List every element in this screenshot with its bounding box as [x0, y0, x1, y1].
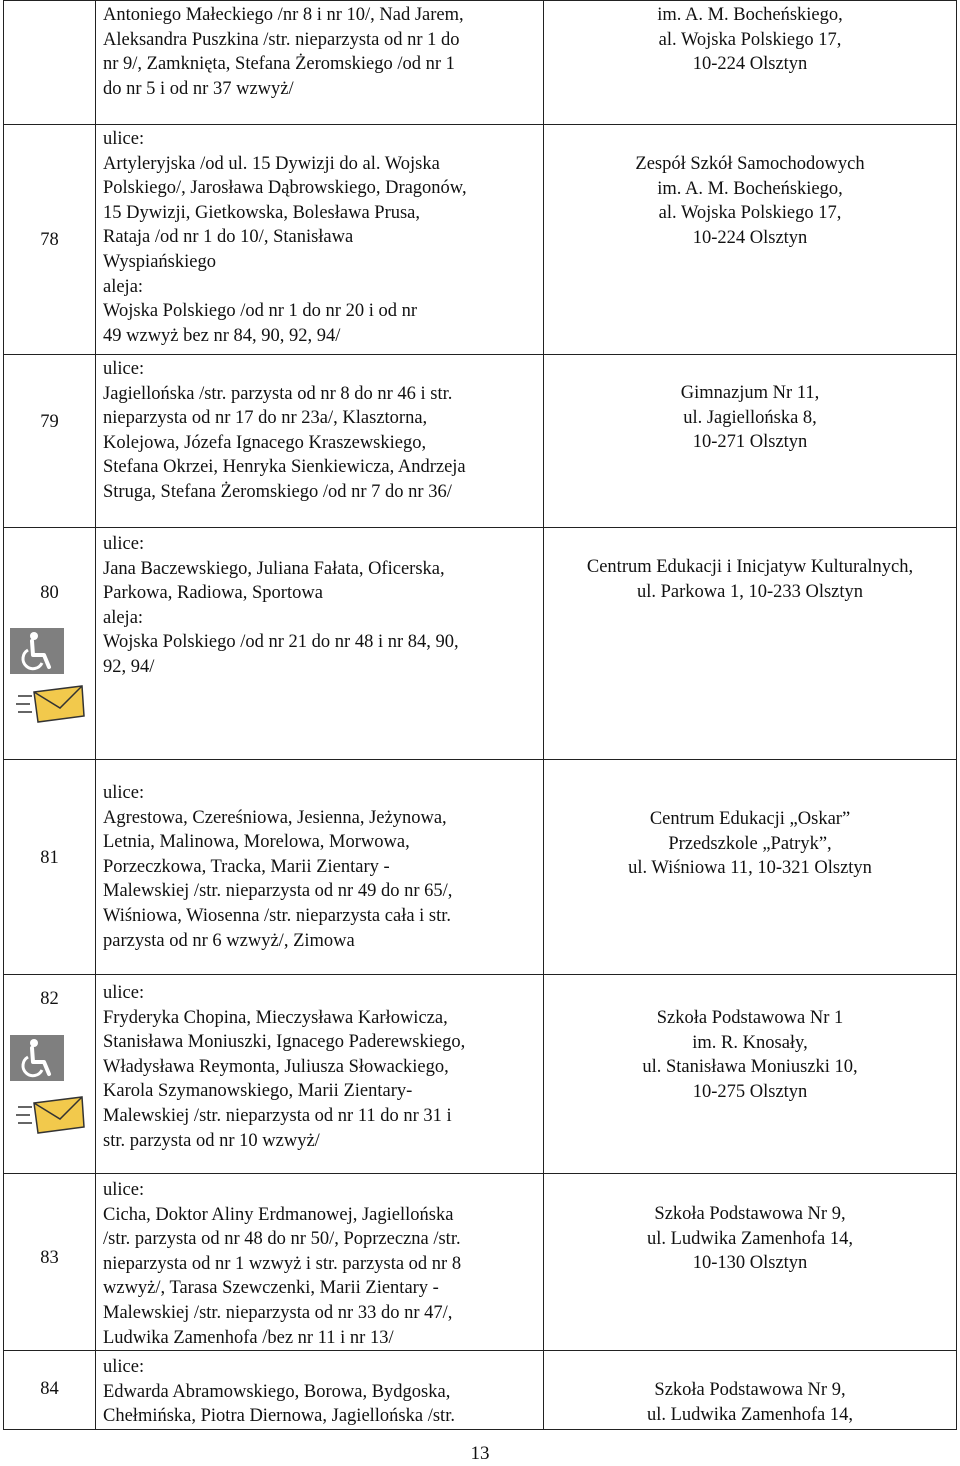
- page-number: 13: [470, 1443, 490, 1464]
- street-line: Rataja /od nr 1 do 10/, Stanisława: [103, 227, 354, 248]
- school-cell: [544, 1, 957, 125]
- row-number-cell: [4, 125, 96, 355]
- school-line: im. A. M. Bocheńskiego,: [657, 5, 843, 25]
- row-number-cell: [4, 1, 96, 125]
- row-number-cell: [4, 355, 96, 528]
- school-line: im. A. M. Bocheńskiego,: [657, 178, 843, 199]
- streets-label: ulice:: [103, 129, 145, 149]
- table-row: [4, 355, 957, 528]
- table-row: [4, 975, 957, 1174]
- street-line: Malewskiej /str. nieparzysta od nr 49 do nr 65/,: [103, 881, 453, 902]
- row-number: 83: [40, 1248, 59, 1268]
- street-line: Aleksandra Puszkina /str. nieparzysta od nr 1 do: [103, 29, 460, 50]
- streets-cell: [96, 975, 544, 1174]
- school-district-table: [3, 0, 957, 1430]
- street-line: /str. parzysta od nr 48 do nr 50/, Poprzeczna /str.: [103, 1229, 461, 1250]
- school-cell: [544, 528, 957, 760]
- school-line: Gimnazjum Nr 11,: [680, 383, 820, 403]
- street-line: Porzeczkowa, Tracka, Marii Zientary -: [103, 856, 390, 877]
- streets-cell: [96, 1351, 544, 1430]
- school-cell: [544, 125, 957, 355]
- street-line: Malewskiej /str. nieparzysta od nr 33 do nr 47/,: [103, 1302, 453, 1323]
- street-line: Agrestowa, Czereśniowa, Jesienna, Jeżynowa,: [103, 807, 447, 828]
- school-line: 10-275 Olsztyn: [692, 1081, 808, 1102]
- streets-cell: [96, 125, 544, 355]
- street-line: Wiśniowa, Wiosenna /str. nieparzysta cała i str.: [103, 905, 452, 926]
- street-line: Jagiellońska /str. parzysta od nr 8 do nr 46 i str.: [103, 383, 453, 404]
- school-line: Zespół Szkół Samochodowych: [635, 154, 865, 174]
- table-row: [4, 125, 957, 355]
- table-row: [4, 1, 957, 125]
- street-line: 15 Dywizji, Gietkowska, Bolesława Prusa,: [103, 202, 421, 223]
- street-line: Ludwika Zamenhofa /bez nr 11 i nr 13/: [103, 1327, 394, 1348]
- school-line: ul. Jagiellońska 8,: [683, 407, 817, 428]
- school-line: Szkoła Podstawowa Nr 9,: [654, 1204, 846, 1224]
- street-line: wzwyż/, Tarasa Szewczenki, Marii Zientary -: [103, 1278, 439, 1299]
- street-line: Letnia, Malinowa, Morelowa, Morwowa,: [103, 832, 410, 853]
- school-line: Przedszkole „Patryk”,: [668, 833, 832, 854]
- streets-cell: [96, 355, 544, 528]
- street-line: Stefana Okrzei, Henryka Sienkiewicza, Andrzeja: [103, 457, 466, 478]
- row-number-cell: [4, 528, 96, 760]
- street-line: Edwarda Abramowskiego, Borowa, Bydgoska,: [103, 1381, 451, 1402]
- street-line: Kolejowa, Józefa Ignacego Kraszewskiego,: [103, 432, 427, 453]
- row-number: 82: [40, 989, 59, 1009]
- row-number-cell: [4, 1351, 96, 1430]
- row-number: 78: [40, 230, 59, 250]
- table-row: [4, 528, 957, 760]
- school-line: Szkoła Podstawowa Nr 1: [656, 1008, 844, 1028]
- streets-label: ulice:: [103, 534, 145, 554]
- street-line: Karola Szymanowskiego, Marii Zientary-: [103, 1081, 413, 1102]
- school-line: ul. Stanisława Moniuszki 10,: [642, 1057, 858, 1078]
- row-number: 84: [40, 1379, 59, 1400]
- street-line: str. parzysta od nr 10 wzwyż/: [103, 1130, 320, 1151]
- street-line: Wyspiańskiego: [103, 251, 216, 272]
- school-line: ul. Wiśniowa 11, 10-321 Olsztyn: [628, 858, 872, 879]
- streets-cell: [96, 528, 544, 760]
- streets-label: ulice:: [103, 983, 145, 1003]
- row-number: 80: [40, 583, 59, 603]
- school-line: ul. Ludwika Zamenhofa 14,: [646, 1404, 853, 1425]
- street-line: Artyleryjska /od ul. 15 Dywizji do al. Wojska: [103, 153, 440, 174]
- school-cell: [544, 1174, 957, 1351]
- table-row: [4, 1174, 957, 1351]
- streets-label: ulice:: [103, 1180, 145, 1200]
- streets-cell: [96, 1, 544, 125]
- school-line: al. Wojska Polskiego 17,: [658, 29, 842, 50]
- street-line: Władysława Reymonta, Juliusza Słowackiego,: [103, 1056, 449, 1077]
- row-number: 81: [40, 848, 59, 868]
- avenue-line: 49 wzwyż bez nr 84, 90, 92, 94/: [103, 325, 341, 346]
- street-line: Polskiego/, Jarosława Dąbrowskiego, Dragonów,: [103, 178, 467, 199]
- school-line: 10-224 Olsztyn: [692, 227, 808, 248]
- school-cell: [544, 760, 957, 975]
- school-line: Szkoła Podstawowa Nr 9,: [654, 1380, 846, 1401]
- street-line: parzysta od nr 6 wzwyż/, Zimowa: [103, 930, 355, 951]
- street-line: nieparzysta od nr 1 wzwyż i str. parzysta od nr 8: [103, 1253, 462, 1274]
- street-line: do nr 5 i od nr 37 wzwyż/: [103, 78, 294, 99]
- school-line: 10-271 Olsztyn: [692, 432, 808, 453]
- school-cell: [544, 975, 957, 1174]
- table-row: [4, 760, 957, 975]
- school-line: ul. Parkowa 1, 10-233 Olsztyn: [636, 581, 864, 602]
- avenue-label: aleja:: [103, 276, 144, 297]
- wheelchair-icon: [10, 1035, 64, 1089]
- school-cell: [544, 1351, 957, 1430]
- street-line: Malewskiej /str. nieparzysta od nr 11 do nr 31 i: [103, 1105, 452, 1126]
- table-row: [4, 1351, 957, 1430]
- row-number: 79: [40, 412, 59, 432]
- street-line: Struga, Stefana Żeromskiego /od nr 7 do nr 36/: [103, 481, 452, 502]
- streets-label: ulice:: [103, 783, 145, 803]
- row-number-cell: [4, 760, 96, 975]
- envelope-icon: [16, 1095, 86, 1143]
- avenue-line: Wojska Polskiego /od nr 1 do nr 20 i od nr: [103, 301, 418, 322]
- streets-label: ulice:: [103, 359, 145, 379]
- school-line: al. Wojska Polskiego 17,: [658, 203, 842, 224]
- school-line: Centrum Edukacji „Oskar”: [649, 809, 851, 829]
- street-line: Jana Baczewskiego, Juliana Fałata, Oficerska,: [103, 558, 445, 579]
- street-line: Antoniego Małeckiego /nr 8 i nr 10/, Nad Jarem,: [103, 5, 464, 25]
- avenue-line: Wojska Polskiego /od nr 21 do nr 48 i nr 84, 90,: [103, 632, 459, 653]
- row-number-cell: [4, 975, 96, 1174]
- school-line: im. R. Knosały,: [692, 1032, 808, 1053]
- avenue-label: aleja:: [103, 607, 144, 628]
- street-line: Stanisława Moniuszki, Ignacego Paderewskiego,: [103, 1032, 466, 1053]
- street-line: Fryderyka Chopina, Mieczysława Karłowicza,: [103, 1007, 448, 1028]
- street-line: nieparzysta od nr 17 do nr 23a/, Klasztorna,: [103, 408, 428, 429]
- row-number-cell: [4, 1174, 96, 1351]
- school-line: 10-130 Olsztyn: [692, 1253, 808, 1274]
- streets-label: ulice:: [103, 1357, 145, 1378]
- envelope-icon: [16, 684, 86, 732]
- streets-cell: [96, 760, 544, 975]
- school-cell: [544, 355, 957, 528]
- street-line: Cicha, Doktor Aliny Erdmanowej, Jagiellońska: [103, 1204, 454, 1225]
- street-line: Chełmińska, Piotra Diernowa, Jagiellońska /str.: [103, 1406, 455, 1427]
- street-line: Parkowa, Radiowa, Sportowa: [103, 583, 323, 604]
- streets-cell: [96, 1174, 544, 1351]
- school-line: Centrum Edukacji i Inicjatyw Kulturalnych,: [586, 557, 914, 577]
- avenue-line: 92, 94/: [103, 656, 155, 677]
- wheelchair-icon: [10, 628, 64, 682]
- school-line: ul. Ludwika Zamenhofa 14,: [646, 1228, 853, 1249]
- street-line: nr 9/, Zamknięta, Stefana Żeromskiego /od nr 1: [103, 54, 455, 75]
- school-line: 10-224 Olsztyn: [692, 54, 808, 75]
